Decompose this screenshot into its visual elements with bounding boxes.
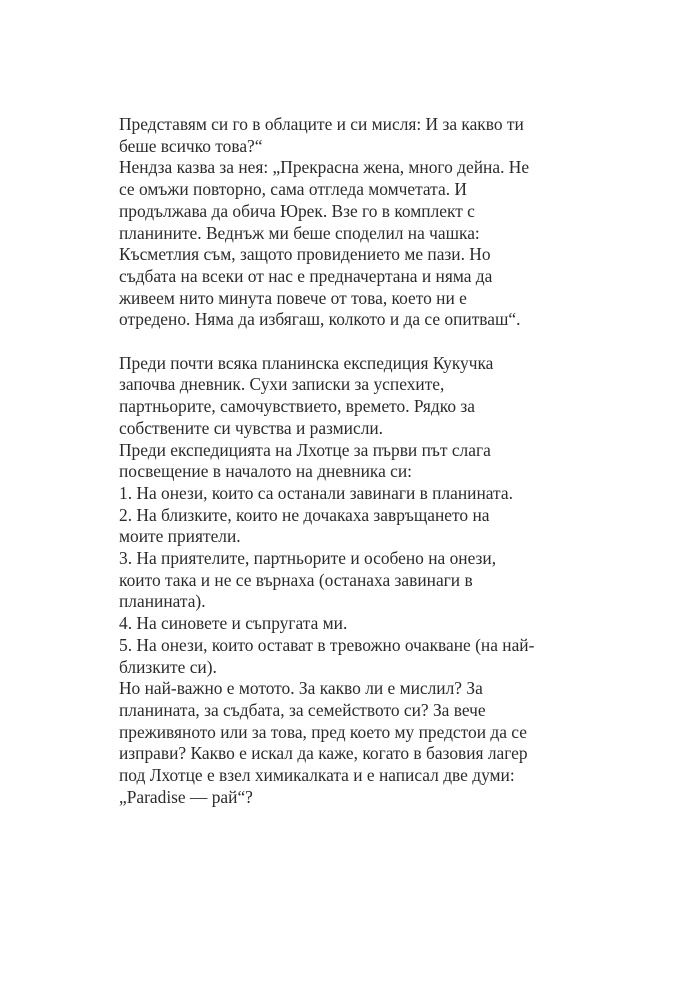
body-text [119, 114, 589, 808]
text-line: планината, за съдбата, за семейството си? За вече [119, 699, 486, 720]
text-line: изправи? Какво е искал да каже, когато в базовия лагер [119, 743, 528, 764]
list-item-continuation: близките си). [119, 656, 217, 677]
text-line: „Paradise — рай“? [119, 786, 253, 807]
text-line: под Лхотце е взел химикалката и е написал две думи: [119, 765, 515, 786]
text-line: съдбата на всеки от нас е предначертана и няма да [119, 265, 493, 286]
text-line: посвещение в началото на дневника си: [119, 461, 413, 482]
list-item: 4. На синовете и съпругата ми. [119, 613, 348, 634]
list-item: 5. На онези, които остават в тревожно очакване (на най- [119, 634, 535, 655]
list-item: 1. На онези, които са останали завинаги в планината. [119, 482, 513, 503]
text-line: се омъжи повторно, сама отгледа момчетата. И [119, 179, 467, 200]
text-line: Нендза казва за нея: „Прекрасна жена, много дейна. Не [119, 157, 530, 178]
text-line: живеем нито минута повече от това, което ни е [119, 287, 467, 308]
list-item: 2. На близките, които не дочакаха завръщането на [119, 504, 490, 525]
paragraph-gap [119, 331, 589, 353]
text-line: планините. Веднъж ми беше споделил на чашка: [119, 222, 480, 243]
text-line: продължава да обича Юрек. Взе го в комплект с [119, 200, 475, 221]
text-line: Преди експедицията на Лхотце за първи път слага [119, 439, 491, 460]
text-line: започва дневник. Сухи записки за успехите, [119, 374, 445, 395]
text-line: преживяното или за това, пред което му предстои да се [119, 721, 527, 742]
text-line: собствените си чувства и размисли. [119, 417, 384, 438]
list-item: 3. На приятелите, партньорите и особено на онези, [119, 548, 497, 569]
list-item-continuation: които така и не се върнаха (останаха завинаги в [119, 569, 473, 590]
text-line: отредено. Няма да избягаш, колкото и да се опитваш“. [119, 309, 521, 330]
text-line: беше всичко това?“ [119, 135, 263, 156]
text-line: Преди почти всяка планинска експедиция Кукучка [119, 352, 494, 373]
text-line: Представям си го в облаците и си мисля: И за какво ти [119, 114, 524, 134]
text-line: партньорите, самочувствието, времето. Рядко за [119, 396, 475, 417]
list-item-continuation: моите приятели. [119, 526, 241, 547]
list-item-continuation: планината). [119, 591, 206, 612]
text-line: Но най-важно е мотото. За какво ли е мислил? За [119, 678, 483, 699]
text-line: Късметлия съм, защото провидението ме пази. Но [119, 244, 491, 265]
